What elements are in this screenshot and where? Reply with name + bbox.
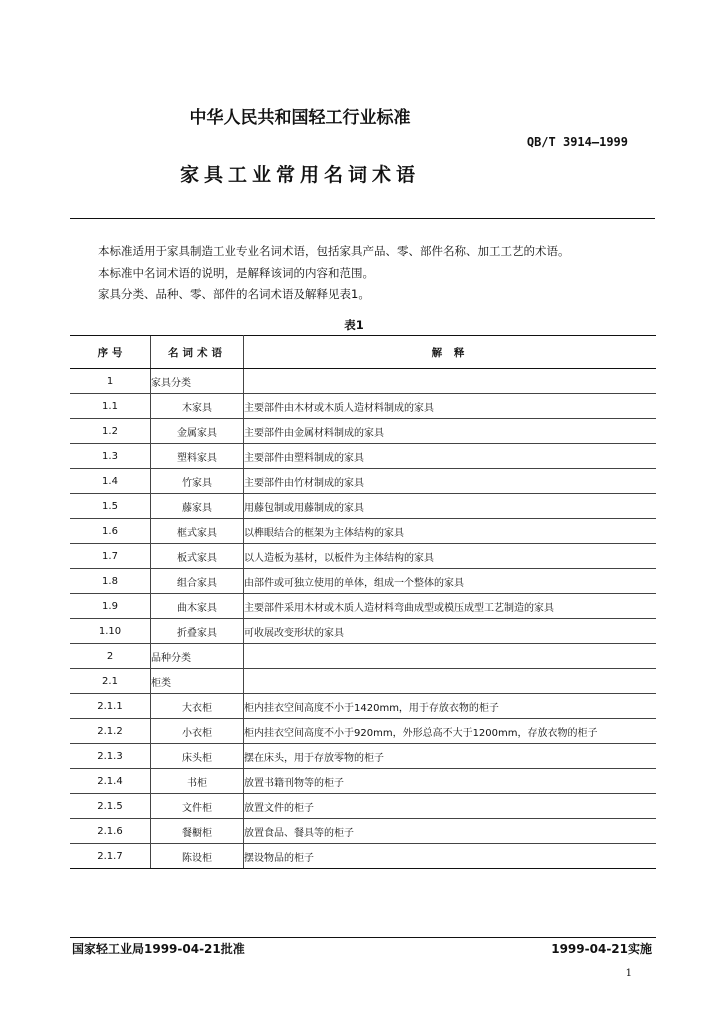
table-section-row <box>70 369 656 394</box>
column-header-explanation: 解 释 <box>244 336 657 369</box>
row-number: 1.4 <box>70 469 151 494</box>
table-row <box>70 394 656 419</box>
row-number: 2.1.4 <box>70 769 151 794</box>
table-row <box>70 569 656 594</box>
row-term: 折叠家具 <box>151 619 244 644</box>
table-row <box>70 619 656 644</box>
row-number: 2.1.3 <box>70 744 151 769</box>
table-row <box>70 419 656 444</box>
table-row <box>70 694 656 719</box>
row-explanation: 以榫眼结合的框架为主体结构的家具 <box>244 519 657 544</box>
row-term: 大衣柜 <box>151 694 244 719</box>
row-number: 2.1.6 <box>70 819 151 844</box>
row-explanation: 主要部件由木材或木质人造材料制成的家具 <box>244 394 657 419</box>
table-row <box>70 744 656 769</box>
row-explanation: 摆设物品的柜子 <box>244 844 657 869</box>
row-number: 2.1.1 <box>70 694 151 719</box>
column-header-term: 名词术语 <box>151 336 244 369</box>
row-number: 1.9 <box>70 594 151 619</box>
intro-line: 本标准中名词术语的说明，是解释该词的内容和范围。 <box>98 266 374 280</box>
row-number: 1.10 <box>70 619 151 644</box>
row-number: 1.7 <box>70 544 151 569</box>
footer-rule <box>70 937 656 938</box>
table-row <box>70 769 656 794</box>
table-row <box>70 444 656 469</box>
row-number: 1.5 <box>70 494 151 519</box>
page-number: 1 <box>625 968 632 979</box>
table-section-row <box>70 644 656 669</box>
document-title: 家具工业常用名词术语 <box>179 164 420 186</box>
row-term: 木家具 <box>151 394 244 419</box>
row-term: 藤家具 <box>151 494 244 519</box>
row-number: 1.6 <box>70 519 151 544</box>
row-term: 床头柜 <box>151 744 244 769</box>
table-header-row <box>70 336 656 369</box>
row-term: 文件柜 <box>151 794 244 819</box>
intro-line: 家具分类、品种、零、部件的名词术语及解释见表1。 <box>98 287 370 301</box>
row-number: 1 <box>70 369 151 394</box>
row-explanation: 以人造板为基材，以板件为主体结构的家具 <box>244 544 657 569</box>
row-term: 小衣柜 <box>151 719 244 744</box>
row-explanation <box>244 669 657 694</box>
row-term: 曲木家具 <box>151 594 244 619</box>
table-caption: 表1 <box>344 318 364 332</box>
row-term: 柜类 <box>151 669 244 694</box>
row-explanation: 可收展改变形状的家具 <box>244 619 657 644</box>
terms-table <box>70 335 656 869</box>
row-term: 板式家具 <box>151 544 244 569</box>
column-header-number: 序 号 <box>70 336 151 369</box>
table-row <box>70 844 656 869</box>
row-number: 2 <box>70 644 151 669</box>
row-explanation: 由部件或可独立使用的单体，组成一个整体的家具 <box>244 569 657 594</box>
table-row <box>70 719 656 744</box>
row-explanation <box>244 369 657 394</box>
table-row <box>70 469 656 494</box>
row-explanation: 主要部件由竹材制成的家具 <box>244 469 657 494</box>
row-explanation: 主要部件采用木材或木质人造材料弯曲成型或模压成型工艺制造的家具 <box>244 594 657 619</box>
row-explanation <box>244 644 657 669</box>
row-explanation: 主要部件由金属材料制成的家具 <box>244 419 657 444</box>
row-explanation: 放置文件的柜子 <box>244 794 657 819</box>
table-row <box>70 519 656 544</box>
row-explanation: 主要部件由塑料制成的家具 <box>244 444 657 469</box>
table-row <box>70 494 656 519</box>
row-explanation: 放置书籍刊物等的柜子 <box>244 769 657 794</box>
row-term: 餐橱柜 <box>151 819 244 844</box>
row-term: 框式家具 <box>151 519 244 544</box>
row-number: 1.8 <box>70 569 151 594</box>
row-explanation: 用藤包制或用藤制成的家具 <box>244 494 657 519</box>
row-number: 1.3 <box>70 444 151 469</box>
row-number: 2.1.2 <box>70 719 151 744</box>
table-row <box>70 594 656 619</box>
table-row <box>70 794 656 819</box>
row-number: 2.1 <box>70 669 151 694</box>
header-rule <box>70 218 655 219</box>
row-term: 书柜 <box>151 769 244 794</box>
table-section-row <box>70 669 656 694</box>
table-row <box>70 819 656 844</box>
row-term: 塑料家具 <box>151 444 244 469</box>
table-row <box>70 544 656 569</box>
effective-date: 1999-04-21实施 <box>551 942 652 956</box>
row-number: 1.1 <box>70 394 151 419</box>
row-number: 1.2 <box>70 419 151 444</box>
intro-line: 本标准适用于家具制造工业专业名词术语，包括家具产品、零、部件名称、加工工艺的术语。 <box>98 244 570 258</box>
standard-code: QB/T 3914—1999 <box>526 135 628 149</box>
row-term: 组合家具 <box>151 569 244 594</box>
row-explanation: 柜内挂衣空间高度不小于920mm，外形总高不大于1200mm，存放衣物的柜子 <box>244 719 657 744</box>
row-term: 品种分类 <box>151 644 244 669</box>
issuing-organization: 中华人民共和国轻工行业标准 <box>189 108 411 128</box>
row-number: 2.1.5 <box>70 794 151 819</box>
row-explanation: 放置食品、餐具等的柜子 <box>244 819 657 844</box>
row-number: 2.1.7 <box>70 844 151 869</box>
row-term: 金属家具 <box>151 419 244 444</box>
approval-note: 国家轻工业局1999-04-21批准 <box>72 942 245 956</box>
row-explanation: 柜内挂衣空间高度不小于1420mm，用于存放衣物的柜子 <box>244 694 657 719</box>
row-term: 竹家具 <box>151 469 244 494</box>
row-explanation: 摆在床头，用于存放零物的柜子 <box>244 744 657 769</box>
row-term: 家具分类 <box>151 369 244 394</box>
row-term: 陈设柜 <box>151 844 244 869</box>
